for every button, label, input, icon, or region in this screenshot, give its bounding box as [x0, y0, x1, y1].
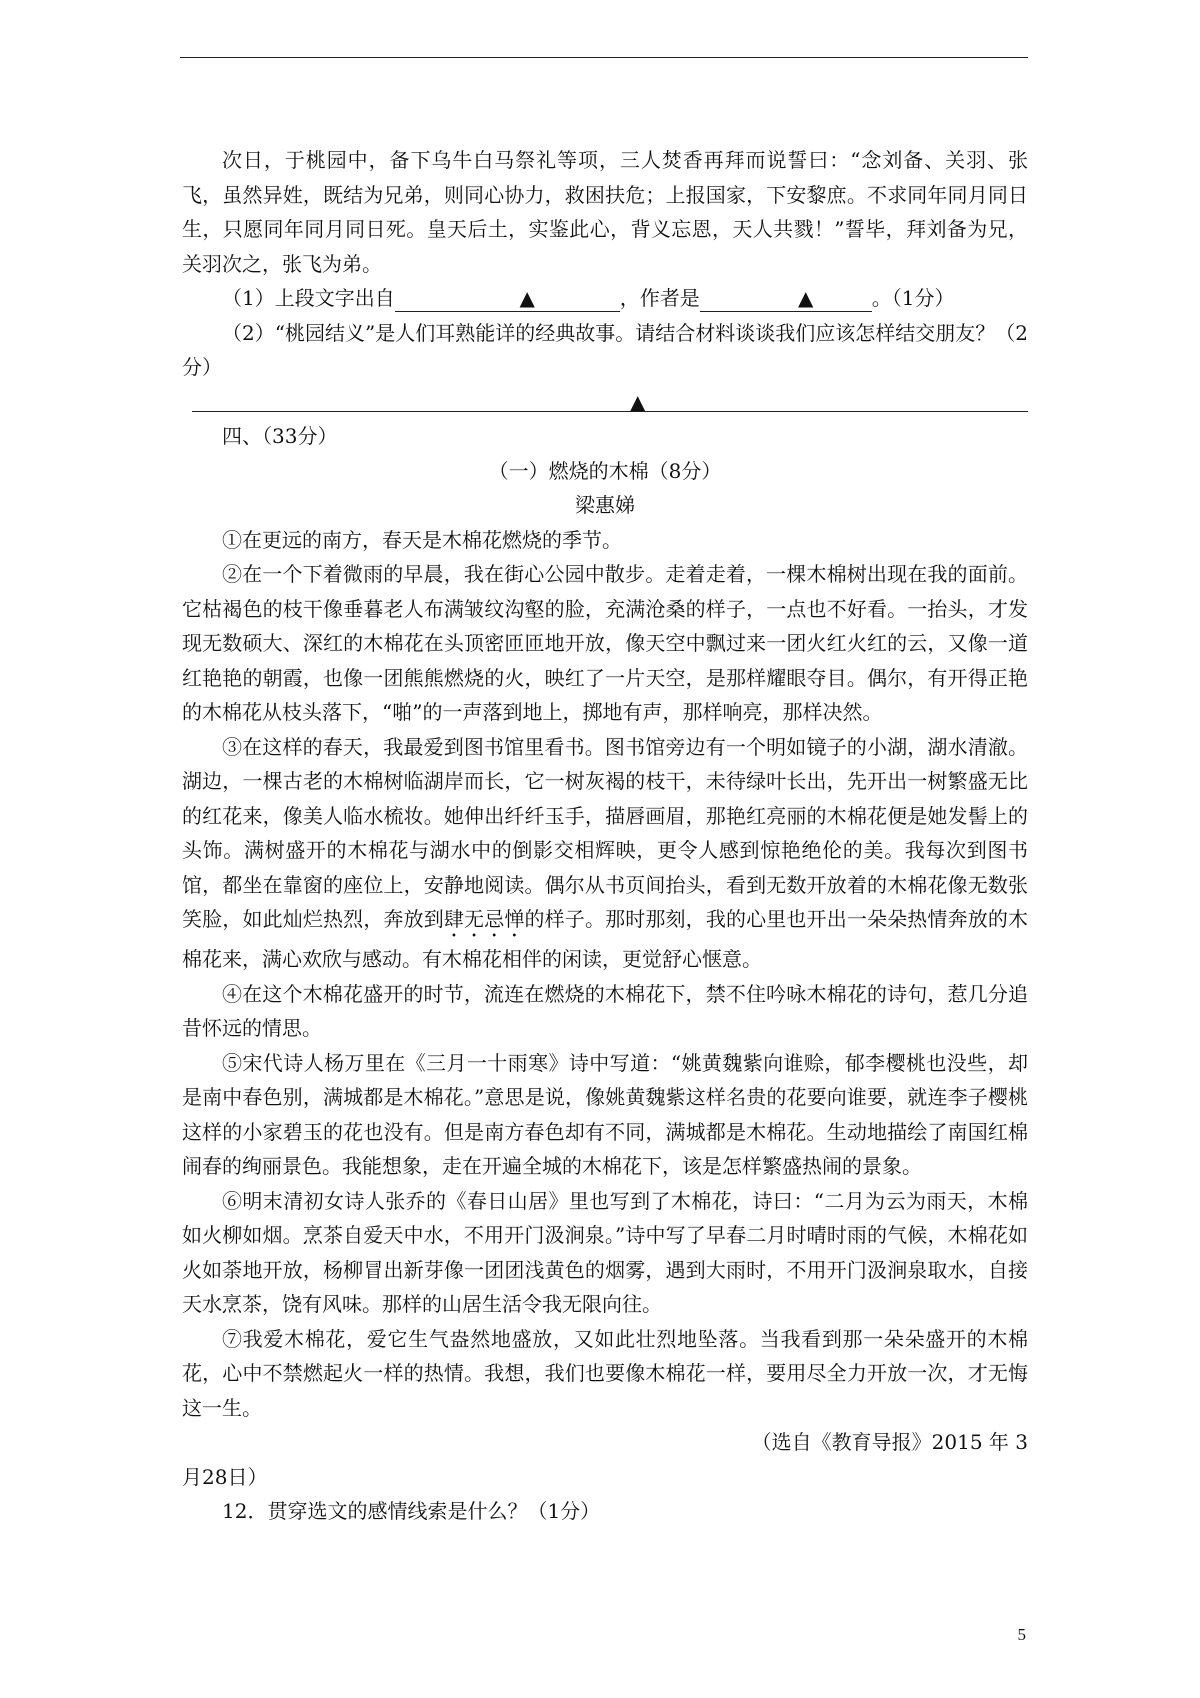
paragraph-3: [182, 730, 1028, 977]
section-heading: 四、（33分）: [222, 424, 338, 448]
answer-line[interactable]: [182, 385, 1028, 420]
paragraph-2: ②在一个下着微雨的早晨，我在街心公园中散步。走着走着，一棵木棉树出现在我的面前。它枯褐色的枝干像垂暮老人布满皱纹沟壑的脸，充满沧桑的样子，一点也不好看。一抬头，才发现无数硕大、深红的木棉花在头顶密匝匝地开放，像天空中飘过来一团火红火红的云，又像一道红艳艳的朝霞，也像一团熊熊燃烧的火，映红了一片天空，是那样耀眼夺目。偶尔，有开得正艳的木棉花从枝头落下，“啪”的一声落到地上，掷地有声，那样响亮，那样决然。: [182, 562, 1028, 724]
question-1-text: （1）上段文字出自: [222, 286, 395, 310]
header-rule: [180, 57, 1028, 58]
blank-marker: ▲: [519, 286, 535, 310]
article-author: 梁惠娣: [575, 493, 635, 517]
blank-marker: ▲: [630, 389, 646, 414]
page-number: 5: [1017, 1625, 1026, 1644]
passage-text: 次日，于桃园中，备下乌牛白马祭礼等项，三人焚香再拜而说誓曰：“念刘备、关羽、张飞，虽然异姓，既结为兄弟，则同心协力，救困扶危；上报国家，下安黎庶。不求同年同月同日生，只愿同年同月同日死。皇天后土，实鉴此心，背义忘恩，天人共戮！”誓毕，拜刘备为兄，关羽次之，张飞为弟。: [182, 148, 1028, 276]
question-1-score: 。（1分）: [871, 286, 955, 310]
question-1-text: ，作者是: [619, 286, 700, 310]
question-12: 12．贯穿选文的感情线索是什么？（1分）: [222, 1499, 601, 1523]
source-citation: （选自《教育导报》2015 年 3: [751, 1430, 1028, 1454]
paragraph-3-text: 的样子。那时那刻，我的心里也开出一朵朵热情奔放的木棉花来，满心欢欣与感动。有木棉花相伴的闲读，更觉舒心惬意。: [182, 907, 1029, 971]
paragraph-7: ⑦我爱木棉花，爱它生气盎然地盛放，又如此壮烈地坠落。当我看到那一朵朵盛开的木棉花，心中不禁燃起火一样的热情。我想，我们也要像木棉花一样，要用尽全力开放一次，才无悔这一生。: [182, 1326, 1028, 1420]
paragraph-3-text: ③在这样的春天，我最爱到图书馆里看书。图书馆旁边有一个明如镜子的小湖，湖水清澈。湖边，一棵古老的木棉树临湖岸而长，它一树灰褐的枝干，未待绿叶长出，先开出一树繁盛无比的红花来，像美人临水梳妆。她伸出纤纤玉手，描唇画眉，那艳红亮丽的木棉花便是她发髻上的头饰。满树盛开的木棉花与湖水中的倒影交相辉映，更令人感到惊艳绝伦的美。我每次到图书馆，都坐在靠窗的座位上，安静地阅读。偶尔从书页间抬头，看到无数开放着的木棉花像无数张笑脸，如此灿烂热烈，奔放到: [182, 734, 1028, 931]
document-body: [182, 143, 1028, 1529]
question-2: （2）“桃园结义”是人们耳熟能详的经典故事。请结合材料谈谈我们应该怎样结交朋友？（2分）: [182, 320, 1028, 379]
answer-blank[interactable]: [395, 285, 620, 312]
article-title: （一）燃烧的木棉（8分）: [488, 458, 722, 483]
blank-marker: ▲: [798, 286, 814, 310]
paragraph-4: ④在这个木棉花盛开的时节，流连在燃烧的木棉花下，禁不住吟咏木棉花的诗句，惹几分追昔怀远的情思。: [182, 981, 1028, 1040]
paragraph-1: ①在更远的南方，春天是木棉花燃烧的季节。: [222, 527, 622, 552]
question-1: [182, 281, 1028, 316]
emphasized-phrase: 肆无忌惮: [443, 907, 525, 931]
answer-underline: [192, 411, 1028, 412]
source-citation-date: 月28日）: [182, 1464, 268, 1489]
answer-blank[interactable]: [700, 285, 872, 312]
paragraph-6: ⑥明末清初女诗人张乔的《春日山居》里也写到了木棉花，诗曰：“二月为云为雨天，木棉如火柳如烟。烹茶自爱天中水，不用开门汲涧泉。”诗中写了早春二月时晴时雨的气候，木棉花如火如荼地开放，杨柳冒出新芽像一团团浅黄色的烟雾，遇到大雨时，不用开门汲涧泉取水，自接天水烹茶，饶有风味。那样的山居生活令我无限向往。: [182, 1188, 1028, 1316]
paragraph-5: ⑤宋代诗人杨万里在《三月一十雨寒》诗中写道：“姚黄魏紫向谁赊，郁李樱桃也没些，却是南中春色别，满城都是木棉花。”意思是说，像姚黄魏紫这样名贵的花要向谁要，就连李子樱桃这样的小家碧玉的花也没有。但是南方春色却有不同，满城都是木棉花。生动地描绘了南国红棉闹春的绚丽景色。我能想象，走在开遍全城的木棉花下，该是怎样繁盛热闹的景象。: [182, 1050, 1028, 1178]
